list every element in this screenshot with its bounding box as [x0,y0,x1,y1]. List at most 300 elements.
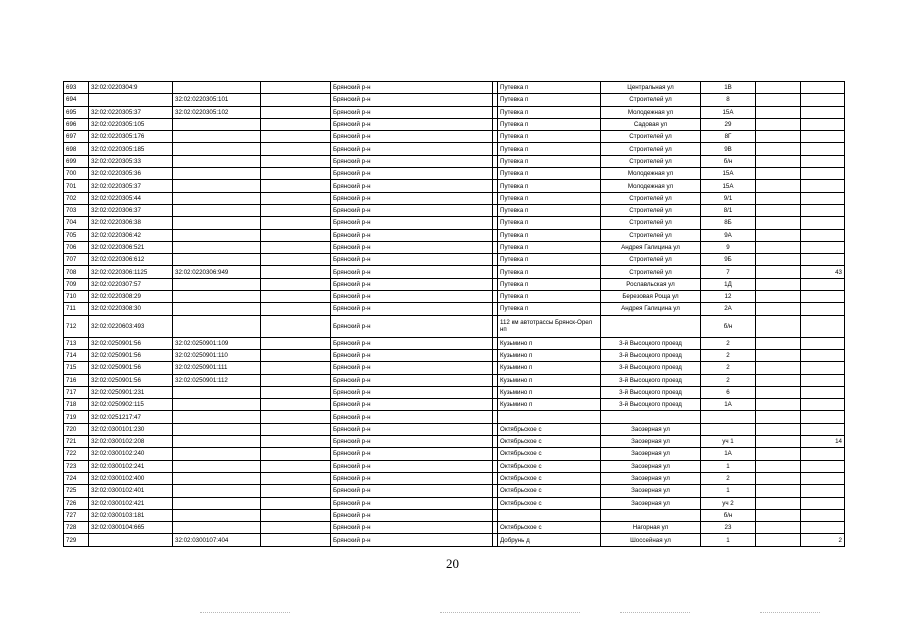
cadastral-number-cell: 32:02:0220603:493 [89,315,173,337]
area-cell: 2 [801,534,845,546]
settlement-cell: Путевка п [498,94,601,106]
street-cell: Заозерная ул [601,423,701,435]
row-number-cell: 693 [64,82,89,94]
house-number-cell: 2 [701,349,756,361]
row-number-cell: 724 [64,472,89,484]
cadastral-number-cell: 32:02:0220305:105 [89,118,173,130]
cadastral-number-cell: 32:02:0220305:37 [89,180,173,192]
related-cadastral-cell [173,143,261,155]
related-cadastral-cell [173,448,261,460]
related-cadastral-cell [173,303,261,315]
cadastral-number-cell: 32:02:0220307:57 [89,278,173,290]
related-cadastral-cell: 32:02:0300107:404 [173,534,261,546]
cadastral-number-cell: 32:02:0220305:37 [89,106,173,118]
cadastral-number-cell: 32:02:0250901:56 [89,374,173,386]
blank-cell [756,131,801,143]
cadastral-number-cell: 32:02:0300102:241 [89,460,173,472]
blank-cell [756,278,801,290]
house-number-cell: 9/1 [701,192,756,204]
area-cell [801,192,845,204]
district-cell: Брянский р-н [331,168,493,180]
house-number-cell: б/н [701,509,756,521]
related-cadastral-cell [173,436,261,448]
area-cell [801,254,845,266]
cadastral-number-cell: 32:02:0220306:38 [89,217,173,229]
blank-cell [261,291,331,303]
street-cell [601,509,701,521]
blank-cell [756,180,801,192]
page-number: 20 [446,556,459,571]
street-cell: Нагорная ул [601,522,701,534]
area-cell [801,303,845,315]
cadastral-number-cell: 32:02:0220304:9 [89,82,173,94]
street-cell: Рославльская ул [601,278,701,290]
table-row [64,522,845,534]
settlement-cell: Кузьмино п [498,374,601,386]
district-cell: Брянский р-н [331,386,493,398]
blank-cell [261,168,331,180]
blank-cell [261,448,331,460]
blank-cell [756,497,801,509]
row-number-cell: 718 [64,399,89,411]
blank-cell [756,423,801,435]
street-cell: Строителей ул [601,143,701,155]
blank-cell [261,374,331,386]
district-cell: Брянский р-н [331,448,493,460]
cadastral-number-cell: 32:02:0220306:1125 [89,266,173,278]
row-number-cell: 726 [64,497,89,509]
row-number-cell: 707 [64,254,89,266]
blank-cell [756,436,801,448]
table-row [64,337,845,349]
cadastral-number-cell: 32:02:0251217:47 [89,411,173,423]
row-number-cell: 704 [64,217,89,229]
street-cell: Заозерная ул [601,436,701,448]
blank-cell [756,460,801,472]
table-row [64,509,845,521]
area-cell: 43 [801,266,845,278]
house-number-cell: 1Д [701,278,756,290]
table-row [64,118,845,130]
blank-cell [261,131,331,143]
cadastral-number-cell: 32:02:0250901:231 [89,386,173,398]
area-cell [801,362,845,374]
row-number-cell: 698 [64,143,89,155]
blank-cell [756,485,801,497]
row-number-cell: 712 [64,315,89,337]
row-number-cell: 719 [64,411,89,423]
blank-cell [756,241,801,253]
district-cell: Брянский р-н [331,315,493,337]
table-row [64,254,845,266]
district-cell: Брянский р-н [331,485,493,497]
cadastral-number-cell: 32:02:0220306:612 [89,254,173,266]
house-number-cell [701,411,756,423]
house-number-cell: 2 [701,472,756,484]
related-cadastral-cell: 32:02:0250901:111 [173,362,261,374]
blank-cell [261,423,331,435]
district-cell: Брянский р-н [331,143,493,155]
street-cell: Молодежная ул [601,180,701,192]
street-cell: 3-й Высоцкого проезд [601,349,701,361]
cadastral-number-cell: 32:02:0220305:185 [89,143,173,155]
blank-cell [261,254,331,266]
settlement-cell: Путевка п [498,241,601,253]
district-cell: Брянский р-н [331,254,493,266]
row-number-cell: 700 [64,168,89,180]
house-number-cell: 1 [701,485,756,497]
register-table-body [64,82,845,547]
district-cell: Брянский р-н [331,337,493,349]
area-cell [801,460,845,472]
table-row [64,192,845,204]
property-register-table [63,81,845,547]
area-cell [801,337,845,349]
blank-cell [756,94,801,106]
street-cell: Строителей ул [601,254,701,266]
related-cadastral-cell [173,386,261,398]
blank-cell [756,266,801,278]
blank-cell [261,192,331,204]
related-cadastral-cell: 32:02:0220305:101 [173,94,261,106]
table-row [64,386,845,398]
district-cell: Брянский р-н [331,204,493,216]
area-cell [801,485,845,497]
related-cadastral-cell [173,254,261,266]
district-cell: Брянский р-н [331,303,493,315]
settlement-cell: Путевка п [498,192,601,204]
settlement-cell: Путевка п [498,143,601,155]
blank-cell [261,485,331,497]
street-cell: Молодежная ул [601,168,701,180]
settlement-cell: Октябрьское с [498,472,601,484]
table-row [64,241,845,253]
table-row [64,423,845,435]
table-row [64,472,845,484]
settlement-cell: Путевка п [498,229,601,241]
house-number-cell: 8Г [701,131,756,143]
blank-cell [261,472,331,484]
area-cell [801,106,845,118]
district-cell: Брянский р-н [331,411,493,423]
area-cell [801,217,845,229]
table-row [64,278,845,290]
street-cell: Строителей ул [601,266,701,278]
blank-cell [261,497,331,509]
cadastral-number-cell: 32:02:0220306:42 [89,229,173,241]
area-cell [801,374,845,386]
related-cadastral-cell [173,472,261,484]
house-number-cell: 9 [701,241,756,253]
blank-cell [756,349,801,361]
settlement-cell: Кузьмино п [498,399,601,411]
cadastral-number-cell: 32:02:0300103:181 [89,509,173,521]
settlement-cell: Октябрьское с [498,485,601,497]
row-number-cell: 695 [64,106,89,118]
settlement-cell: Октябрьское с [498,436,601,448]
blank-cell [261,349,331,361]
area-cell [801,229,845,241]
area-cell [801,118,845,130]
row-number-cell: 720 [64,423,89,435]
street-cell: Заозерная ул [601,485,701,497]
street-cell: Садовая ул [601,118,701,130]
area-cell [801,180,845,192]
scan-artifact [760,612,820,614]
blank-cell [756,522,801,534]
area-cell [801,509,845,521]
district-cell: Брянский р-н [331,94,493,106]
row-number-cell: 728 [64,522,89,534]
blank-cell [756,291,801,303]
street-cell: Шоссейная ул [601,534,701,546]
cadastral-number-cell: 32:02:0220306:37 [89,204,173,216]
house-number-cell: 15А [701,106,756,118]
house-number-cell: 9А [701,229,756,241]
area-cell [801,386,845,398]
cadastral-number-cell: 32:02:0300101:230 [89,423,173,435]
related-cadastral-cell: 32:02:0250901:110 [173,349,261,361]
house-number-cell: 1А [701,448,756,460]
blank-cell [261,266,331,278]
table-row [64,497,845,509]
cadastral-number-cell: 32:02:0220306:521 [89,241,173,253]
settlement-cell: Октябрьское с [498,497,601,509]
row-number-cell: 714 [64,349,89,361]
blank-cell [261,509,331,521]
related-cadastral-cell [173,229,261,241]
row-number-cell: 723 [64,460,89,472]
settlement-cell: Путевка п [498,266,601,278]
blank-cell [261,82,331,94]
cadastral-number-cell [89,534,173,546]
related-cadastral-cell [173,399,261,411]
street-cell: 3-й Высоцкого проезд [601,374,701,386]
settlement-cell: Путевка п [498,278,601,290]
table-row [64,399,845,411]
cadastral-number-cell: 32:02:0300104:665 [89,522,173,534]
table-row [64,82,845,94]
row-number-cell: 727 [64,509,89,521]
row-number-cell: 725 [64,485,89,497]
blank-cell [756,217,801,229]
blank-cell [756,155,801,167]
house-number-cell: 7 [701,266,756,278]
district-cell: Брянский р-н [331,155,493,167]
street-cell: Заозерная ул [601,497,701,509]
blank-cell [261,386,331,398]
blank-cell [756,106,801,118]
cadastral-number-cell: 32:02:0220305:176 [89,131,173,143]
table-row [64,217,845,229]
table-row [64,143,845,155]
related-cadastral-cell [173,168,261,180]
table-row [64,436,845,448]
blank-cell [261,155,331,167]
street-cell: Андрея Галицина ул [601,241,701,253]
district-cell: Брянский р-н [331,192,493,204]
area-cell [801,143,845,155]
blank-cell [261,204,331,216]
district-cell: Брянский р-н [331,291,493,303]
district-cell: Брянский р-н [331,349,493,361]
house-number-cell: 1 [701,460,756,472]
related-cadastral-cell [173,131,261,143]
settlement-cell: Кузьмино п [498,386,601,398]
house-number-cell [701,423,756,435]
area-cell [801,168,845,180]
house-number-cell: 8 [701,94,756,106]
blank-cell [261,460,331,472]
settlement-cell [498,509,601,521]
blank-cell [261,278,331,290]
settlement-cell: Путевка п [498,106,601,118]
settlement-cell: Путевка п [498,303,601,315]
street-cell: Заозерная ул [601,448,701,460]
blank-cell [756,254,801,266]
cadastral-number-cell: 32:02:0300102:208 [89,436,173,448]
blank-cell [261,399,331,411]
related-cadastral-cell [173,460,261,472]
area-cell [801,497,845,509]
table-row [64,534,845,546]
blank-cell [261,118,331,130]
district-cell: Брянский р-н [331,131,493,143]
blank-cell [261,180,331,192]
district-cell: Брянский р-н [331,82,493,94]
street-cell: Строителей ул [601,131,701,143]
house-number-cell: 9Б [701,254,756,266]
table-row [64,485,845,497]
blank-cell [261,241,331,253]
table-row [64,94,845,106]
house-number-cell: 15А [701,168,756,180]
street-cell: Заозерная ул [601,472,701,484]
blank-cell [756,374,801,386]
blank-cell [756,192,801,204]
house-number-cell: 1 [701,534,756,546]
street-cell: Центральная ул [601,82,701,94]
area-cell [801,94,845,106]
settlement-cell: Путевка п [498,131,601,143]
row-number-cell: 722 [64,448,89,460]
house-number-cell: 2 [701,337,756,349]
street-cell: 3-й Высоцкого проезд [601,386,701,398]
house-number-cell: 12 [701,291,756,303]
street-cell: 3-й Высоцкого проезд [601,362,701,374]
house-number-cell: 2А [701,303,756,315]
blank-cell [756,362,801,374]
street-cell: Строителей ул [601,192,701,204]
related-cadastral-cell: 32:02:0250901:109 [173,337,261,349]
cadastral-number-cell: 32:02:0300102:240 [89,448,173,460]
row-number-cell: 715 [64,362,89,374]
district-cell: Брянский р-н [331,217,493,229]
cadastral-number-cell: 32:02:0250901:56 [89,337,173,349]
blank-cell [261,303,331,315]
table-row [64,180,845,192]
related-cadastral-cell [173,485,261,497]
house-number-cell: 6 [701,386,756,398]
row-number-cell: 716 [64,374,89,386]
row-number-cell: 705 [64,229,89,241]
settlement-cell: Кузьмино п [498,349,601,361]
related-cadastral-cell [173,423,261,435]
blank-cell [261,315,331,337]
blank-cell [261,337,331,349]
cadastral-number-cell: 32:02:0250901:56 [89,349,173,361]
area-cell [801,82,845,94]
row-number-cell: 702 [64,192,89,204]
row-number-cell: 696 [64,118,89,130]
related-cadastral-cell [173,180,261,192]
scan-artifact [200,612,290,614]
house-number-cell: 29 [701,118,756,130]
district-cell: Брянский р-н [331,534,493,546]
house-number-cell: уч 1 [701,436,756,448]
related-cadastral-cell [173,118,261,130]
house-number-cell: б/н [701,315,756,337]
settlement-cell: 112 км автотрассы Брянск-Орел нп [498,315,601,337]
related-cadastral-cell [173,82,261,94]
blank-cell [756,472,801,484]
area-cell [801,423,845,435]
cadastral-number-cell: 32:02:0220305:44 [89,192,173,204]
table-row [64,315,845,337]
related-cadastral-cell [173,241,261,253]
table-row [64,362,845,374]
blank-cell [261,522,331,534]
related-cadastral-cell [173,411,261,423]
area-cell [801,291,845,303]
house-number-cell: 1В [701,82,756,94]
blank-cell [756,168,801,180]
row-number-cell: 713 [64,337,89,349]
settlement-cell: Кузьмино п [498,337,601,349]
area-cell [801,155,845,167]
area-cell [801,472,845,484]
house-number-cell: 9В [701,143,756,155]
area-cell [801,411,845,423]
cadastral-number-cell: 32:02:0220308:29 [89,291,173,303]
blank-cell [261,229,331,241]
settlement-cell: Путевка п [498,118,601,130]
settlement-cell: Путевка п [498,180,601,192]
blank-cell [756,143,801,155]
related-cadastral-cell: 32:02:0250901:112 [173,374,261,386]
row-number-cell: 701 [64,180,89,192]
table-row [64,266,845,278]
blank-cell [756,315,801,337]
table-row [64,168,845,180]
area-cell: 14 [801,436,845,448]
row-number-cell: 706 [64,241,89,253]
settlement-cell: Путевка п [498,217,601,229]
street-cell: Строителей ул [601,94,701,106]
settlement-cell: Путевка п [498,204,601,216]
cadastral-number-cell: 32:02:0220305:36 [89,168,173,180]
blank-cell [756,509,801,521]
district-cell: Брянский р-н [331,497,493,509]
blank-cell [756,411,801,423]
settlement-cell: Путевка п [498,82,601,94]
house-number-cell: 1А [701,399,756,411]
row-number-cell: 703 [64,204,89,216]
house-number-cell: 15А [701,180,756,192]
blank-cell [756,229,801,241]
settlement-cell: Путевка п [498,168,601,180]
settlement-cell [498,411,601,423]
